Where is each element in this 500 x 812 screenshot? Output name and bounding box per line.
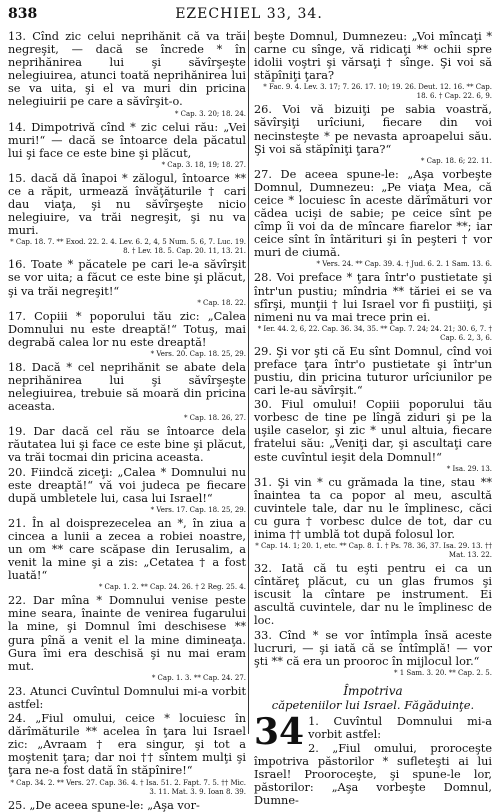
verse: 30. Fiul omului! Copiii poporului tău vorbesc de tine pe lîngă ziduri şi pe la uşile caselor, şi zic * unul altuia, fiecare fratelui său: „Veniţi dar, şi ascultaţi care este cuvîntul ieşit dela Domnul!“ (254, 398, 492, 464)
cross-reference: * Vers. 24. ** Cap. 39. 4. † Jud. 6. 2. 1 Sam. 13. 6. (316, 260, 492, 269)
page-header (8, 6, 490, 26)
verse: 32. Iată că tu eşti pentru ei ca un cîntăreţ plăcut, cu un glas frumos şi iscusit la cîntare pe instrument. Ei ascultă cuvintele, dar nu le împlinesc de loc. (254, 562, 492, 628)
verse: 22. Dar mîna * Domnului venise peste mine seara, înainte de venirea fugarului la mine, şi Domnul îmi deschisese ** gura pînă a venit el la mine dimineaţa. Gura îmi era deschisă şi nu mai eram mut. (8, 594, 246, 673)
verse: 2. „Fiul omului, proroceşte împotriva păstorilor * sufleteşti ai lui Israel! Prooroceşte, şi spune-le lor, păstorilor: „Aşa vorbeşte Domnul, Dumne- (254, 742, 492, 808)
cross-reference: * Vers. 17. Cap. 18. 25, 29. (150, 505, 246, 514)
verse: 18. Dacă * cel neprihănit se abate dela neprihănirea lui şi săvîrşeşte nelegiuirea, trebuie să moară din pricina aceasta. (8, 360, 246, 414)
verse: 24. „Fiul omului, ceice * locuiesc în dărîmăturile ** acelea în ţara lui Israel zic: „Avraam † era singur, şi tot a moştenit ţara; dar noi †† sîntem mulţi şi ţara ne-a fost dată în stăpînire!“ (8, 712, 246, 778)
cross-reference: * 1 Sam. 3. 20. ** Cap. 2. 5. (394, 668, 492, 677)
cross-reference: * Vers. 20. Cap. 18. 25, 29. (150, 349, 246, 358)
cross-reference: * Isa. 29. 13. (446, 464, 492, 473)
cross-reference: * Cap. 14. 1; 20. 1, etc. ** Cap. 8. 1. † Ps. 78. 36, 37. Isa. 29. 13. †† Mat. 13. 22. (255, 542, 492, 560)
section-title: Împotriva (343, 683, 403, 698)
cross-reference: * Ier. 44. 2, 6, 22. Cap. 36. 34, 35. ** Cap. 7. 24; 24. 21; 30. 6, 7. † Cap. 6. 2, 3, 6. (257, 324, 492, 342)
verse: 25. „De aceea spune-le: „Aşa vor- (8, 798, 200, 812)
verse: 23. Atunci Cuvîntul Domnului mi-a vorbit astfel: (8, 684, 246, 711)
verse: 26. Voi vă bizuiţi pe sabia voastră, săvîrşiţi urîciuni, fiecare din voi necinsteşte * pe nevasta aproapelui său. Şi voi să stăpîniţi ţara?“ (254, 103, 492, 156)
verse: 17. Copiii * poporului tău zic: „Calea Domnului nu este dreaptă!“ Totuş, mai degrabă calea lor nu este dreaptă! (8, 309, 246, 349)
verse: 1. Cuvîntul Domnului mi-a vorbit astfel: (308, 714, 492, 741)
cross-reference: * Fac. 9. 4. Lev. 3. 17; 7. 26. 17. 10; 19. 26. Deut. 12. 16. ** Cap. 18. 6. † Cap. 22. 6, 9. (263, 83, 492, 101)
cross-reference: * Cap. 18. 7. ** Exod. 22. 2. 4. Lev. 6. 2, 4, 5 Num. 5. 6, 7. Luc. 19. 8. † Lev. 18. 5. Cap. 20. 11, 13. 21. (10, 238, 246, 256)
verse: 31. Şi vin * cu grămada la tine, stau ** înaintea ta ca popor al meu, ascultă cuvintele tale, dar nu le împlinesc, căci cu gura † vorbesc dulce de tot, dar cu inima †† umblă tot după folosul lor. (254, 475, 492, 541)
running-head: EZECHIEL 33, 34. (175, 6, 323, 22)
cross-reference: * Cap. 34. 2. ** Vers. 27. Cap. 36. 4. † Isa. 51. 2. Fapt. 7. 5. †† Mic. 3. 11. Mat. 3. 9. Ioan 8. 39. (10, 778, 246, 796)
verse: 14. Dimpotrivă cînd * zic celui rău: „Vei muri!“ — dacă se întoarce dela păcatul lui şi face ce este bine şi plăcut, (8, 120, 246, 160)
column-divider (248, 30, 249, 734)
section-subtitle: căpeteniilor lui Israel. Făgăduinţe. (271, 697, 475, 712)
verse: 19. Dar dacă cel rău se întoarce dela răutatea lui şi face ce este bine şi plăcut, va trăi tocmai din pricina aceasta. (8, 425, 246, 465)
chapter-start (254, 710, 492, 808)
verse: 15. dacă dă înapoi * zălogul, întoarce ** ce a răpit, urmează învăţăturile † cari dau viaţa, şi nu săvîrşeşte nicio nelegiuire, va trăi negreşit, şi nu va muri. (8, 171, 246, 238)
cross-reference: * Cap. 18. 26, 27. (183, 414, 246, 423)
chapter-number: 34 (254, 710, 305, 753)
right-column (254, 30, 492, 808)
verse: 13. Cînd zic celui neprihănit că va trăi negreşit, — dacă se încrede * în neprihănirea lui şi săvîrşeşte nelegiuirea, atunci toată neprihănirea lui se va uita, şi el va muri din pricina nelegiuirii pe care a săvîrşit-o. (8, 30, 246, 109)
page-number: 838 (8, 6, 38, 22)
left-column (8, 30, 246, 812)
verse: 27. De aceea spune-le: „Aşa vorbeşte Domnul, Dumnezeu: „Pe viaţa Mea, că ceice * locuiesc în aceste dărîmături vor cădea ucişi de sabie; pe ceice sînt pe cîmp îi voi da de mîncare fiarelor **; iar ceice sînt în întărituri şi în peşteri † vor muri de ciumă. (254, 167, 492, 260)
cross-reference: * Cap. 3. 18, 19; 18. 27. (161, 160, 246, 169)
verse: 21. În al doisprezecelea an *, în ziua a cincea a lunii a zecea a robiei noastre, un om ** care scăpase din Ierusalim, a venit la mine şi a zis: „Cetatea † a fost luată!“ (8, 516, 246, 583)
cross-reference: * Cap. 18. 22. (197, 298, 246, 307)
verse: 16. Toate * păcatele pe cari le-a săvîrşit se vor uita; a făcut ce este bine şi plăcut, şi va trăi negreşit!“ (8, 258, 246, 298)
cross-reference: * Cap. 1. 3. ** Cap. 24. 27. (151, 673, 246, 682)
verse: 33. Cînd * se vor întîmpla însă aceste lucruri, — şi iată că se întîmplă! — vor şti ** că era un prooroc în mijlocul lor.“ (254, 628, 492, 668)
cross-reference: * Cap. 18. 6; 22. 11. (420, 156, 492, 165)
verse: 29. Şi vor şti că Eu sînt Domnul, cînd voi preface ţara într'o pustietate şi într'un pustiu, din pricina tuturor urîciunilor pe cari le-au săvîrşit.“ (254, 344, 492, 398)
verse: beşte Domnul, Dumnezeu: „Voi mîncaţi * carne cu sînge, vă ridicaţi ** ochii spre idolii voştri şi vărsaţi † sînge. Şi voi să stăpîniţi ţara? (254, 30, 492, 83)
cross-reference: * Cap. 1. 2. ** Cap. 24. 26. † 2 Reg. 25. 4. (98, 583, 246, 592)
cross-reference: * Cap. 3. 20; 18. 24. (174, 109, 246, 118)
verse: 20. Fiindcă ziceţi: „Calea * Domnului nu este dreaptă!“ vă voi judeca pe fiecare după umbletele lui, casa lui Israel!“ (8, 465, 246, 505)
verse: 28. Voi preface * ţara într'o pustietate şi într'un pustiu; mîndria ** tăriei ei se va sfîrşi, munţii † lui Israel vor fi pustiiţi, şi nimeni nu va mai trece prin ei. (254, 271, 492, 324)
